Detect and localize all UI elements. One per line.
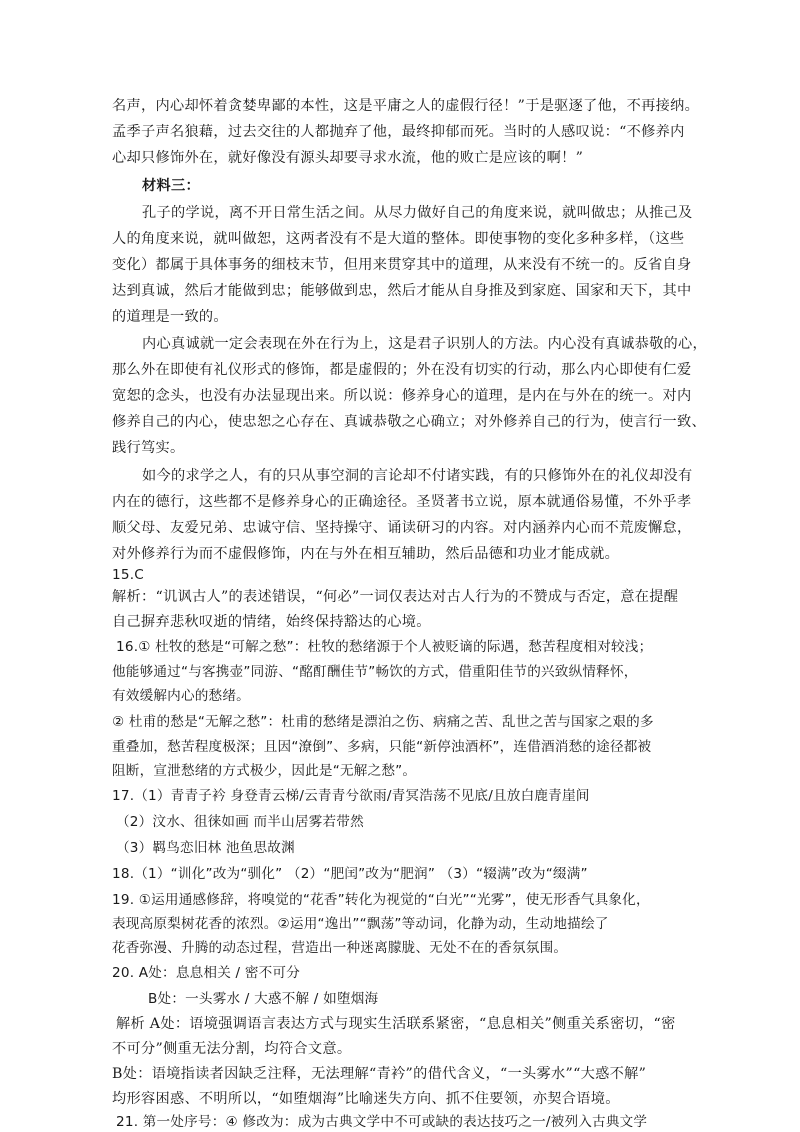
text-line: （3）羁鸟恋旧林 池鱼思故渊 xyxy=(116,840,295,856)
text-line: 人的角度来说，就叫做恕，这两者没有不是大道的整体。即使事物的变化多种多样，（这些 xyxy=(112,231,685,247)
text-line: 变化）都属于具体事务的细枝末节，但用来贯穿其中的道理，从来没有不统一的。反省自身 xyxy=(112,257,692,273)
text-line: 那么外在即使有礼仪形式的修饰，都是虚假的；外在没有切实的行动，那么内心即使有仁爱 xyxy=(112,362,692,378)
text-line: 践行笃实。 xyxy=(112,440,185,456)
text-line: 自己摒弃悲秋叹逝的情绪，始终保持豁达的心境。 xyxy=(112,614,431,630)
text-line: 内心真诚就一定会表现在外在行为上，这是君子识别人的方法。内心没有真诚恭敬的心， xyxy=(142,336,708,352)
text-line: 15.C xyxy=(112,567,144,583)
text-line: 表现高原梨树花香的浓烈。②运用“逸出”“飘荡”等动词，化静为动，生动地描绘了 xyxy=(112,916,609,932)
text-line: 如今的求学之人，有的只从事空洞的言论却不付诸实践，有的只修饰外在的礼仪却没有 xyxy=(142,468,693,484)
text-line: 20. A处：息息相关 / 密不可分 xyxy=(112,965,300,981)
text-line: 解析 A处：语境强调语言表达方式与现实生活联系紧密，“息息相关”侧重关系密切，“密 xyxy=(116,1016,676,1032)
text-line: 21. 第一处序号：④ 修改为：成为古典文学中不可或缺的表达技巧之一/被列入古典文学 xyxy=(116,1114,648,1130)
text-line: 材料三： xyxy=(142,178,200,194)
text-line: 宽恕的念头，也没有办法显现出来。所以说：修养身心的道理，是内在与外在的统一。对内 xyxy=(112,388,692,404)
text-line: 解析：“讥讽古人”的表述错误，“何必”一词仅表达对古人行为的不赞成与否定，意在提醒 xyxy=(112,589,679,605)
text-line: 均形容困惑、不明所以，“如堕烟海”比喻迷失方向、抓不住要领，亦契合语境。 xyxy=(112,1091,620,1107)
text-line: 重叠加，愁苦程度极深；且因“潦倒”、多病，只能“新停浊酒杯”，连借酒消愁的途径都被 xyxy=(112,739,652,755)
text-line: 19. ①运用通感修辞，将嗅觉的“花香”转化为视觉的“白光”“光雾”，使无形香气具象化， xyxy=(112,892,650,908)
text-line: 顺父母、友爱兄弟、忠诚守信、坚持操守、诵读研习的内容。对内涵养内心而不荒废懈怠， xyxy=(112,520,692,536)
text-line: 修养自己的内心，使忠恕之心存在、真诚恭敬之心确立；对外修养自己的行为，使言行一致、 xyxy=(112,414,706,430)
text-line: 对外修养行为而不虚假修饰，内在与外在相互辅助，然后品德和功业才能成就。 xyxy=(112,546,620,562)
text-line: 心却只修饰外在，就好像没有源头却要寻求水流，他的败亡是应该的啊！” xyxy=(112,150,584,166)
text-line: ② 杜甫的愁是“无解之愁”：杜甫的愁绪是漂泊之伤、病痛之苦、乱世之苦与国家之艰的多 xyxy=(112,714,654,730)
text-line: 16.① 杜牧的愁是“可解之愁”：杜牧的愁绪源于个人被贬谪的际遇，愁苦程度相对较浅； xyxy=(116,639,653,655)
text-line: 的道理是一致的。 xyxy=(112,309,228,325)
text-line: 不可分”侧重无法分割，均符合文意。 xyxy=(112,1041,352,1057)
text-line: 有效缓解内心的愁绪。 xyxy=(112,688,250,704)
text-line: 内在的德行，这些都不是修养身心的正确途径。圣贤著书立说，原本就通俗易懂，不外乎孝 xyxy=(112,494,692,510)
text-line: 他能够通过“与客携壶”同游、“酩酊酬佳节”畅饮的方式，借重阳佳节的兴致纵情释怀， xyxy=(112,664,638,680)
text-line: （2）汶水、徂徕如画 而半山居雾若带然 xyxy=(116,814,364,830)
text-line: 名声，内心却怀着贪婪卑鄙的本性，这是平庸之人的虚假行径！”于是驱逐了他，不再接纳。 xyxy=(112,98,700,114)
text-line: B处：一头雾水 / 大惑不解 / 如堕烟海 xyxy=(148,991,379,1007)
text-line: 阻断，宣泄愁绪的方式极少，因此是“无解之愁”。 xyxy=(112,763,417,779)
text-line: 孟季子声名狼藉，过去交往的人都抛弃了他，最终抑郁而死。当时的人感叹说：“不修养内 xyxy=(112,124,685,140)
text-line: 17.（1）青青子衿 身登青云梯/云青青兮欲雨/青冥浩荡不见底/且放白鹿青崖间 xyxy=(112,788,590,804)
text-line: 18.（1）“训化”改为“驯化” （2）“肥闰”改为“肥润” （3）“辍满”改为“缀满” xyxy=(112,866,588,882)
text-line: 孔子的学说，离不开日常生活之间。从尽力做好自己的角度来说，就叫做忠；从推己及 xyxy=(142,205,693,221)
text-line: 花香弥漫、升腾的动态过程，营造出一种迷离朦胧、无处不在的香氛氛围。 xyxy=(112,940,568,956)
text-line: B处：语境指读者因缺乏注释，无法理解“青衿”的借代含义，“一头雾水”“大惑不解” xyxy=(112,1066,647,1082)
text-line: 达到真诚，然后才能做到忠；能够做到忠，然后才能从自身推及到家庭、国家和天下，其中 xyxy=(112,283,692,299)
